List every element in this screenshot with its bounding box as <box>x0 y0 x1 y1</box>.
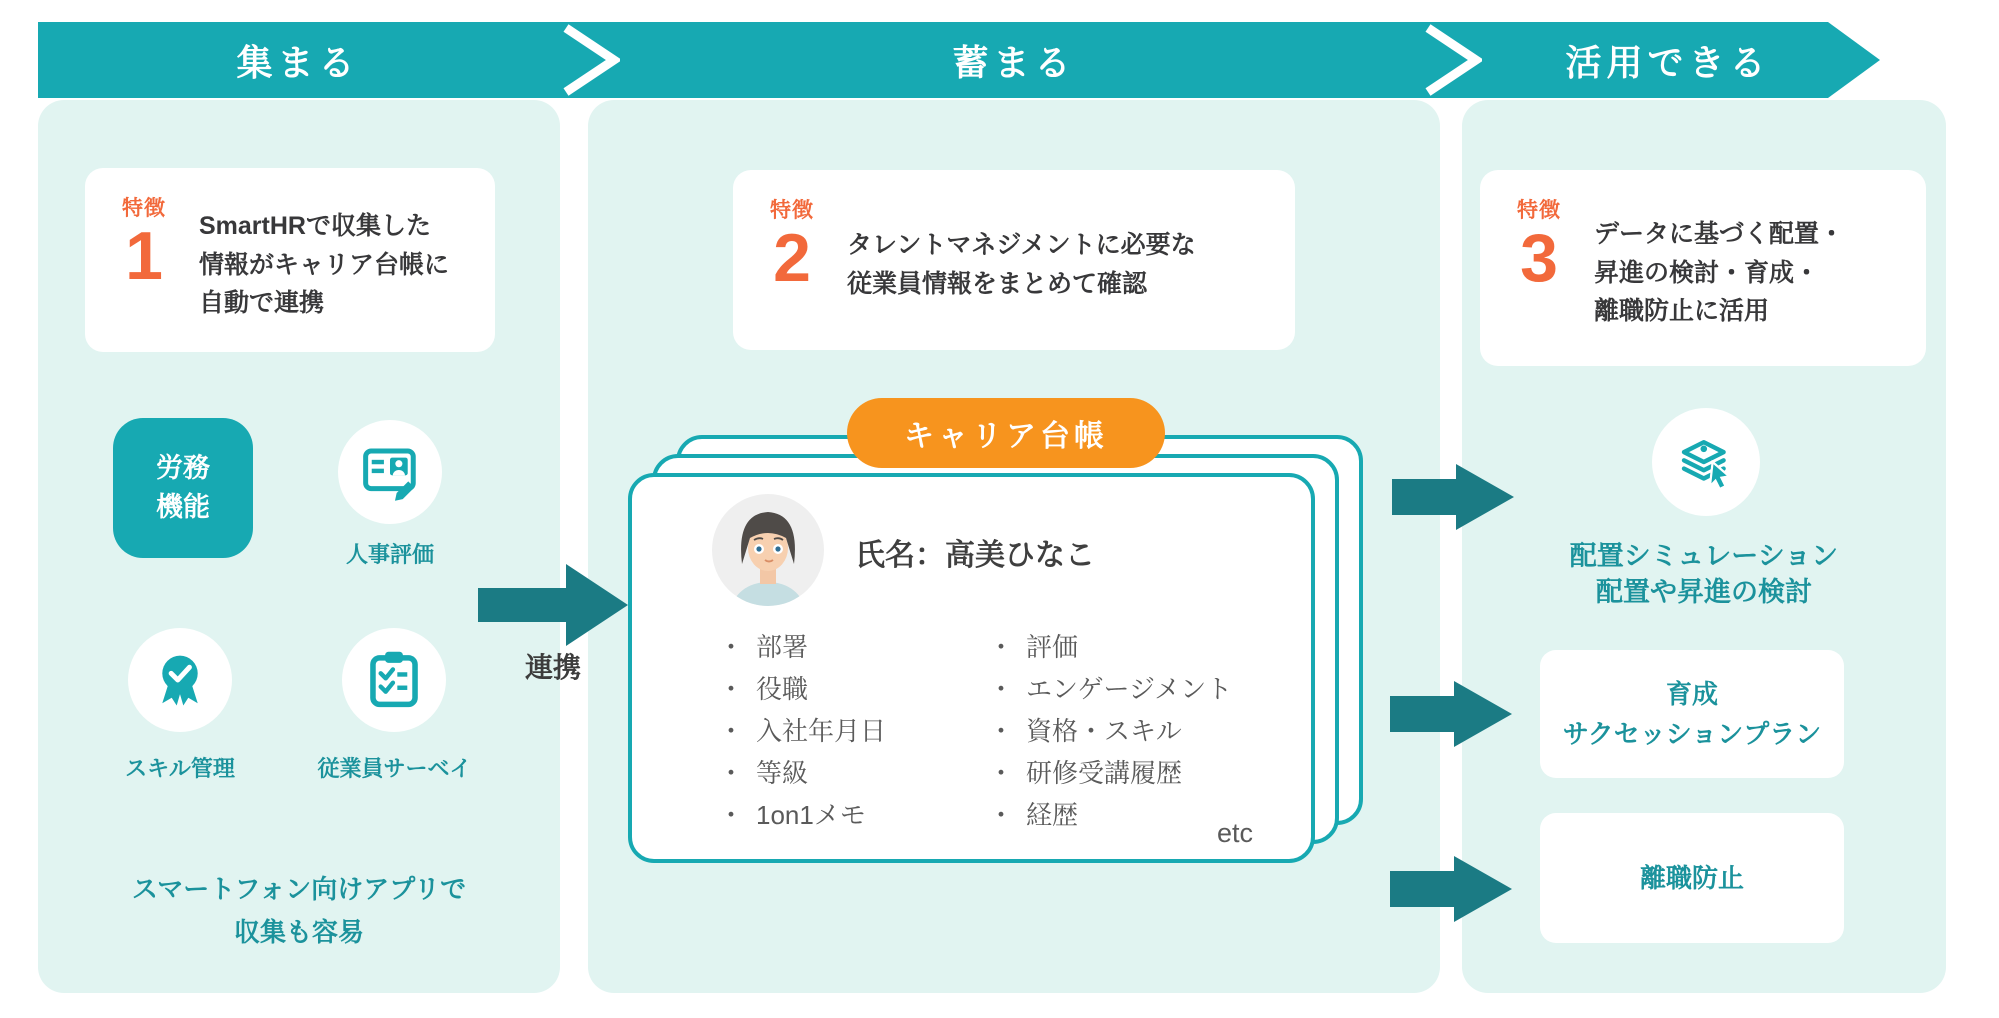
placement-simulation-icon-circle <box>1652 408 1760 516</box>
field-item: ・ 評価 <box>988 626 1232 668</box>
employee-avatar <box>712 494 824 606</box>
feature-1-text <box>199 207 449 323</box>
field-item: ・ 等級 <box>718 752 886 794</box>
hr-evaluation-label: 人事評価 <box>345 542 434 567</box>
development-box-line: サクセッションプラン <box>1562 719 1822 749</box>
placement-simulation-label <box>1482 538 1926 611</box>
banner-step-utilize: 活用できる <box>1565 41 1771 83</box>
employee-survey-icon-circle <box>342 628 446 732</box>
feature-1-card <box>85 168 495 352</box>
employee-survey-label: 従業員サーベイ <box>317 756 472 781</box>
smartphone-note-line: 収集も容易 <box>233 916 364 947</box>
feature-text-line: 離職防止に活用 <box>1594 297 1770 326</box>
labor-module-label-line: 機能 <box>156 492 210 522</box>
feature-text-line: 自動で連携 <box>199 289 325 318</box>
development-box-line: 育成 <box>1665 678 1718 709</box>
field-item: ・ エンゲージメント <box>988 668 1232 710</box>
feature-tag: 特徴 <box>1517 199 1561 222</box>
employee-fields-right <box>988 626 1232 836</box>
feature-1-number-block <box>115 192 173 338</box>
banner-step-accumulate: 蓄まる <box>952 41 1076 83</box>
feature-text-line: SmartHRで収集した <box>199 211 431 240</box>
flow-arrow-icon <box>1390 681 1512 747</box>
smartphone-note-line: スマートフォン向けアプリで <box>131 874 467 904</box>
id-card-pencil-icon <box>359 441 421 503</box>
field-item: ・ 1on1メモ <box>718 794 886 836</box>
hr-evaluation-icon-circle <box>338 420 442 524</box>
feature-text-line: タレントマネジメントに必要な <box>847 231 1196 260</box>
labor-module-label-line: 労務 <box>156 452 210 483</box>
employee-name: 氏名：高美ひなこ <box>855 539 1095 572</box>
field-item: ・ 研修受講履歴 <box>988 752 1232 794</box>
feature-tag: 特徴 <box>770 199 814 222</box>
feature-2-text <box>847 226 1196 304</box>
field-item: ・ 経歴 <box>988 794 1232 836</box>
career-ledger-badge: キャリア台帳 <box>847 398 1165 468</box>
turnover-prevention-line: 離職防止 <box>1639 862 1744 893</box>
link-label: 連携 <box>524 652 581 683</box>
layered-cards-cursor-icon <box>1673 429 1739 495</box>
development-box <box>1540 650 1844 778</box>
feature-3-number-block <box>1510 194 1568 352</box>
feature-2-card <box>733 170 1295 350</box>
field-item: ・ 入社年月日 <box>718 710 886 752</box>
banner-step-gather: 集まる <box>236 41 360 83</box>
smartphone-note <box>58 868 540 954</box>
skill-management-label: スキル管理 <box>125 756 235 781</box>
feature-3-card <box>1480 170 1926 366</box>
flow-arrow-icon <box>1390 856 1512 922</box>
feature-number: 3 <box>1520 220 1558 296</box>
feature-number: 2 <box>773 220 811 296</box>
field-item: ・ 資格・スキル <box>988 710 1232 752</box>
flow-arrow-icon <box>1392 464 1514 530</box>
award-check-icon <box>149 649 211 711</box>
link-arrow-icon <box>478 564 628 646</box>
placement-simulation-line: 配置シミュレーション <box>1569 541 1839 571</box>
feature-text-line: 従業員情報をまとめて確認 <box>847 270 1148 298</box>
field-item: ・ 部署 <box>718 626 886 668</box>
etc-label: etc <box>1216 818 1254 848</box>
feature-tag: 特徴 <box>122 197 166 220</box>
feature-text-line: データに基づく配置・ <box>1594 219 1845 248</box>
feature-2-number-block <box>763 194 821 336</box>
labor-module-box <box>113 418 253 558</box>
field-item: ・ 役職 <box>718 668 886 710</box>
feature-text-line: 昇進の検討・育成・ <box>1594 258 1820 287</box>
feature-number: 1 <box>125 218 163 294</box>
turnover-prevention-box <box>1540 813 1844 943</box>
feature-text-line: 情報がキャリア台帳に <box>199 250 450 279</box>
skill-management-icon-circle <box>128 628 232 732</box>
clipboard-checklist-icon <box>363 649 425 711</box>
feature-3-text <box>1594 215 1844 331</box>
placement-simulation-line: 配置や昇進の検討 <box>1596 577 1812 608</box>
employee-fields-left <box>718 626 886 836</box>
